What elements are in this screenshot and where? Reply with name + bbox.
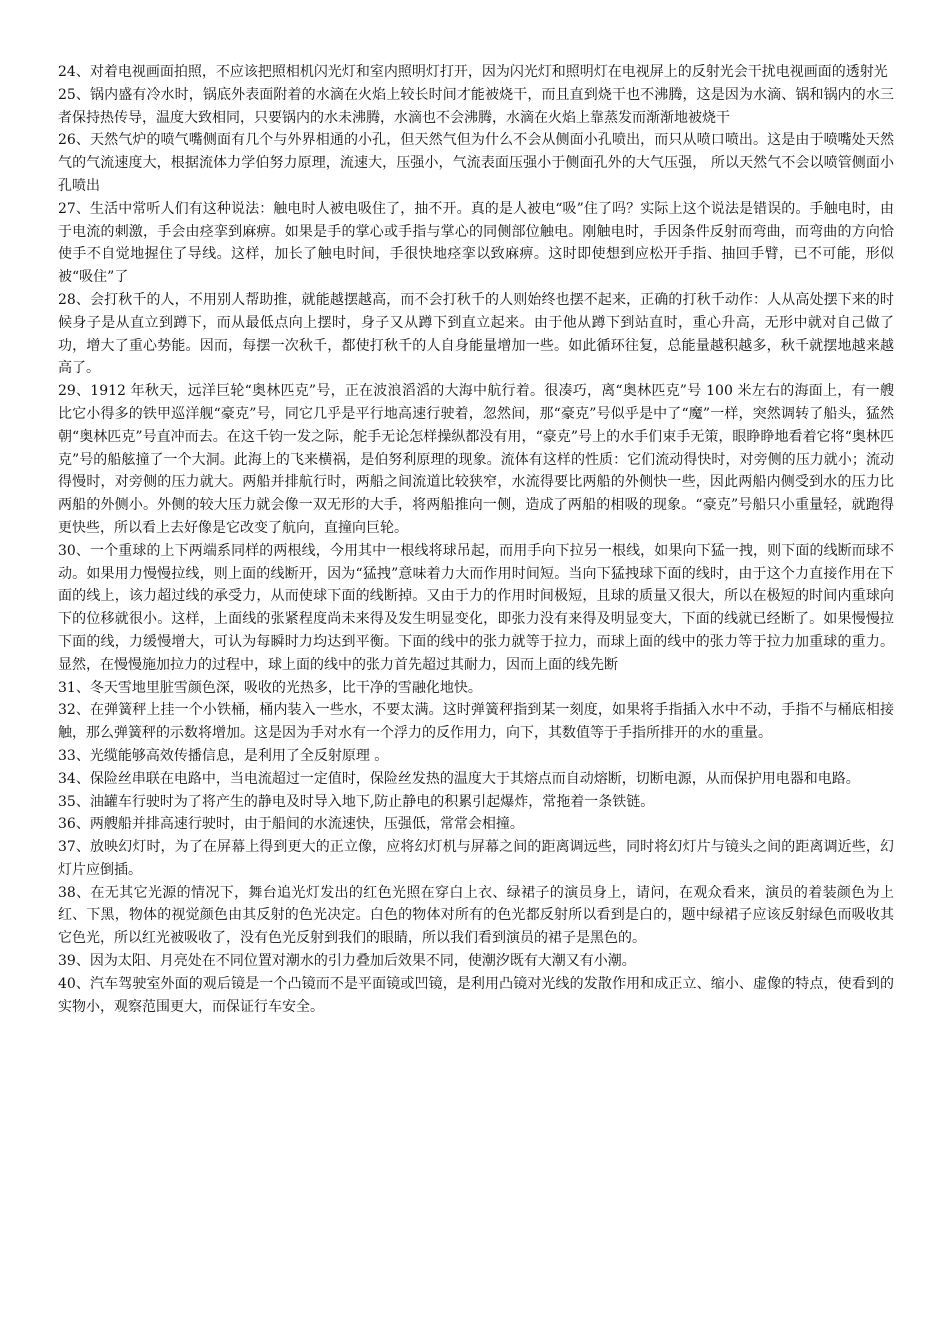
paragraph-24: 24、对着电视画面拍照，不应该把照相机闪光灯和室内照明灯打开，因为闪光灯和照明灯在电视屏上的反射光会干扰电视画面的透射光 [58, 64, 888, 80]
paragraph-37: 37、放映幻灯时，为了在屏幕上得到更大的正立像，应将幻灯机与屏幕之间的距离调远些，同时将幻灯片与镜头之间的距离调近些，幻灯片应倒插。 [58, 839, 894, 878]
paragraph-29: 29、1912 年秋天，远洋巨轮“奥林匹克”号，正在波浪滔滔的大海中航行着。很凑巧，离“奥林匹克”号 100 米左右的海面上，有一艘比它小得多的铁甲巡洋舰“豪克”号，同它几乎是平行地高速行驶着，忽然间，那“豪克”号似乎是中了“魔”一样，突然调转了船头，猛然朝“奥林匹克”号直冲而去。在这千钧一发之际，舵手无论怎样操纵都没有用，“豪克”号上的水手们束手无策，眼睁睁地看着它将“奥林匹克”号的船舷撞了一个大洞。此海上的飞来横祸，是伯努利原理的现象。流体有这样的性质：它们流动得快时，对旁侧的压力就小；流动得慢时，对旁侧的压力就大。两船并排航行时，两船之间流道比较狭窄，水流得要比两船的外侧快一些，因此两船内侧受到水的压力比两船的外侧小。外侧的较大压力就会像一双无形的大手，将两船推向一侧，造成了两船的相吸的现象。“豪克”号船只小重量轻，就跑得更快些，所以看上去好像是它改变了航向，直撞向巨轮。 [58, 383, 894, 536]
paragraph-31: 31、冬天雪地里脏雪颜色深，吸收的光热多，比干净的雪融化地快。 [58, 679, 482, 696]
paragraph-30: 30、一个重球的上下两端系同样的两根线，今用其中一根线将球吊起，而用手向下拉另一根线，如果向下猛一拽，则下面的线断而球不动。如果用力慢慢拉线，则上面的线断开，因为“猛拽”意味着力大而作用时间短。当向下猛拽球下面的线时，由于这个力直接作用在下面的线上，该力超过线的承受力，从而使球下面的线断掉。又由于力的作用时间极短，且球的质量又很大，所以在极短的时间内重球向下的位移就很小。这样，上面线的张紧程度尚未来得及发生明显变化，即张力没有来得及明显变大，下面的线就已经断了。如果慢慢拉下面的线，力缓慢增大，可认为每瞬时力均达到平衡。下面的线中的张力就等于拉力，而球上面的线中的张力等于拉力加重球的重力。显然，在慢慢施加拉力的过程中，球上面的线中的张力首先超过其耐力，因而上面的线先断 [58, 542, 894, 673]
paragraph-35: 35、油罐车行驶时为了将产生的静电及时导入地下,防止静电的积累引起爆炸，常拖着一条铁链。 [58, 793, 655, 810]
document-body [58, 61, 894, 1018]
paragraph-26: 26、天然气炉的喷气嘴侧面有几个与外界相通的小孔，但天然气但为什么不会从侧面小孔喷出，而只从喷口喷出。这是由于喷嘴处天然气的气流速度大，根据流体力学伯努力原理，流速大，压强小，气流表面压强小于侧面孔外的大气压强， 所以天然气不会以喷管侧面小孔喷出 [58, 132, 894, 194]
paragraph-32: 32、在弹簧秤上挂一个小铁桶，桶内装入一些水，不要太满。这时弹簧秤指到某一刻度，如果将手指插入水中不动，手指不与桶底相接触，那么弹簧秤的示数将增加。这是因为手对水有一个浮力的反作用力，向下，其数值等于手指所排开的水的重量。 [58, 702, 894, 742]
paragraph-34: 34、保险丝串联在电路中，当电流超过一定值时，保险丝发热的温度大于其熔点而自动熔断，切断电源，从而保护用电器和电路。 [58, 770, 860, 787]
paragraph-25: 25、锅内盛有冷水时，锅底外表面附着的水滴在火焰上较长时间才能被烧干，而且直到烧干也不沸腾，这是因为水滴、锅和锅内的水三者保持热传导，温度大致相同，只要锅内的水未沸腾，水滴也不会沸腾，水滴在火焰上靠蒸发而渐渐地被烧干 [58, 86, 894, 126]
paragraph-38: 38、在无其它光源的情况下，舞台追光灯发出的红色光照在穿白上衣、绿裙子的演员身上，请问，在观众看来，演员的着装颜色为上红、下黑，物体的视觉颜色由其反射的色光决定。白色的物体对所有的色光都反射所以看到是白的，题中绿裙子应该反射绿色而吸收其它色光，所以红光被吸收了，没有色光反射到我们的眼睛，所以我们看到演员的裙子是黑色的。 [58, 884, 894, 947]
paragraph-27: 27、生活中常听人们有这种说法：触电时人被电吸住了，抽不开。真的是人被电“吸”住了吗？实际上这个说法是错误的。手触电时，由于电流的刺激，手会由痉挛到麻痹。如果是手的掌心或手指与掌心的同侧部位触电。刚触电时，手因条件反射而弯曲，而弯曲的方向恰使手不自觉地握住了导线。这样，加长了触电时间，手很快地痉挛以致麻痹。这时即使想到应松开手指、抽回手臂，已不可能，形似被“吸住”了 [58, 200, 894, 286]
paragraph-40: 40、汽车驾驶室外面的观后镜是一个凸镜而不是平面镜或凹镜，是利用凸镜对光线的发散作用和成正立、缩小、虚像的特点，使看到的实物小，观察范围更大，而保证行车安全。 [58, 975, 894, 1015]
paragraph-33: 33、光缆能够高效传播信息，是利用了全反射原理 。 [58, 747, 389, 764]
paragraph-39: 39、因为太阳、月亮处在不同位置对潮水的引力叠加后效果不同，使潮汐既有大潮又有小潮。 [58, 953, 636, 970]
paragraph-28: 28、会打秋千的人，不用别人帮助推，就能越摆越高，而不会打秋千的人则始终也摆不起来，正确的打秋千动作：人从高处摆下来的时候身子是从直立到蹲下，而从最低点向上摆时，身子又从蹲下到直立起来。由于他从蹲下到站直时，重心升高，无形中就对自己做了功，增大了重心势能。因而，每摆一次秋千，都使打秋千的人自身能量增加一些。如此循环往复，总能量越积越多，秋千就摆地越来越高了。 [58, 291, 894, 377]
paragraph-36: 36、两艘船并排高速行驶时，由于船间的水流速快，压强低，常常会相撞。 [58, 816, 524, 833]
